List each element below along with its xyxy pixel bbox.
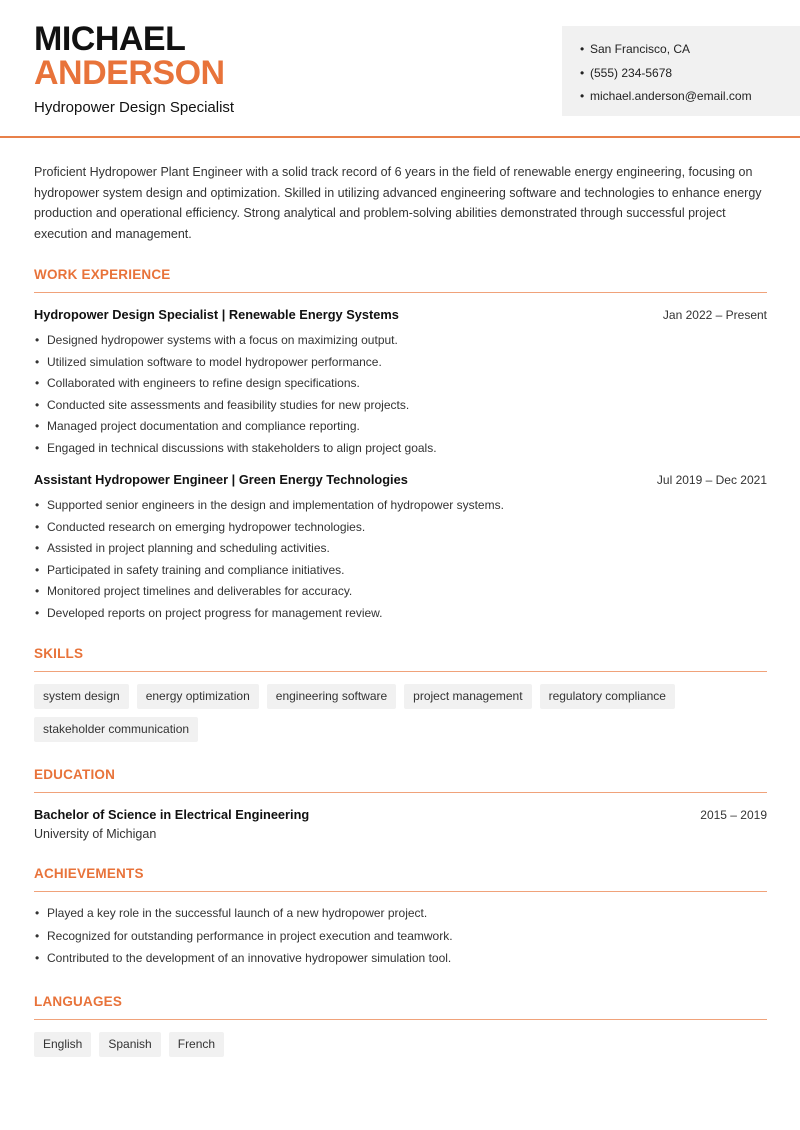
skills-section — [34, 646, 767, 742]
degree-title: Bachelor of Science in Electrical Engineering — [34, 807, 310, 822]
list-item: • Supported senior engineers in the design and implementation of hydropower systems. — [34, 495, 767, 517]
resume-body — [34, 162, 767, 1057]
job-title-subtitle: Hydropower Design Specialist — [34, 99, 235, 116]
job-bullets — [34, 330, 767, 459]
section-heading: WORK EXPERIENCE — [34, 267, 767, 293]
job-header — [34, 307, 767, 322]
achievements-list — [34, 902, 767, 970]
summary-paragraph: Proficient Hydropower Plant Engineer with a solid track record of 6 years in the field of renewable energy engineering, focusing on hydropower system design and optimization. Skilled in utilizing advanced engineering software and technologies to enhance energy production and operational efficiency. Strong analytical and problem-solving abilities demonstrated through successful project execution and management. — [34, 165, 762, 241]
first-name: MICHAEL — [34, 20, 186, 58]
list-item: • Contributed to the development of an innovative hydropower simulation tool. — [34, 947, 767, 970]
skill-tag: engineering software — [267, 684, 396, 709]
resume-header — [0, 0, 800, 138]
education-section — [34, 767, 767, 841]
contact-location: • San Francisco, CA — [580, 38, 800, 62]
list-item: • Recognized for outstanding performance in project execution and teamwork. — [34, 925, 767, 948]
skill-tag: stakeholder communication — [34, 717, 198, 742]
contact-phone: • (555) 234-5678 — [580, 62, 800, 86]
candidate-name — [34, 22, 225, 90]
language-tag: Spanish — [99, 1032, 160, 1057]
list-item: • Developed reports on project progress for management review. — [34, 603, 767, 625]
section-heading: EDUCATION — [34, 767, 767, 793]
language-tag: French — [169, 1032, 224, 1057]
job-header — [34, 472, 767, 487]
list-item: • Managed project documentation and compliance reporting. — [34, 416, 767, 438]
language-tag: English — [34, 1032, 91, 1057]
languages-section — [34, 994, 767, 1057]
contact-box — [562, 26, 800, 116]
list-item: • Assisted in project planning and scheduling activities. — [34, 538, 767, 560]
list-item: • Monitored project timelines and deliverables for accuracy. — [34, 581, 767, 603]
achievements-section — [34, 866, 767, 970]
section-heading: LANGUAGES — [34, 994, 767, 1020]
last-name: ANDERSON — [34, 54, 225, 92]
list-item: • Engaged in technical discussions with stakeholders to align project goals. — [34, 438, 767, 460]
list-item: • Collaborated with engineers to refine design specifications. — [34, 373, 767, 395]
list-item: • Participated in safety training and compliance initiatives. — [34, 560, 767, 582]
section-heading: ACHIEVEMENTS — [34, 866, 767, 892]
list-item: • Conducted site assessments and feasibility studies for new projects. — [34, 395, 767, 417]
list-item: • Played a key role in the successful launch of a new hydropower project. — [34, 902, 767, 925]
section-heading: SKILLS — [34, 646, 767, 672]
list-item: • Conducted research on emerging hydropower technologies. — [34, 517, 767, 539]
job-date: Jul 2019 – Dec 2021 — [656, 473, 767, 487]
skill-tag: project management — [404, 684, 531, 709]
skills-tags — [34, 684, 767, 742]
contact-email: • michael.anderson@email.com — [580, 85, 800, 109]
skill-tag: system design — [34, 684, 129, 709]
job-title: Hydropower Design Specialist | Renewable Energy Systems — [34, 307, 399, 322]
list-item: • Utilized simulation software to model hydropower performance. — [34, 352, 767, 374]
skill-tag: regulatory compliance — [540, 684, 675, 709]
school-name: University of Michigan — [34, 827, 157, 841]
education-header — [34, 807, 767, 822]
job-date: Jan 2022 – Present — [662, 308, 767, 322]
work-experience-section — [34, 267, 767, 624]
languages-tags — [34, 1032, 767, 1057]
list-item: • Designed hydropower systems with a focus on maximizing output. — [34, 330, 767, 352]
skill-tag: energy optimization — [137, 684, 259, 709]
job-bullets — [34, 495, 767, 624]
education-date: 2015 – 2019 — [700, 808, 767, 822]
job-title: Assistant Hydropower Engineer | Green Energy Technologies — [34, 472, 408, 487]
